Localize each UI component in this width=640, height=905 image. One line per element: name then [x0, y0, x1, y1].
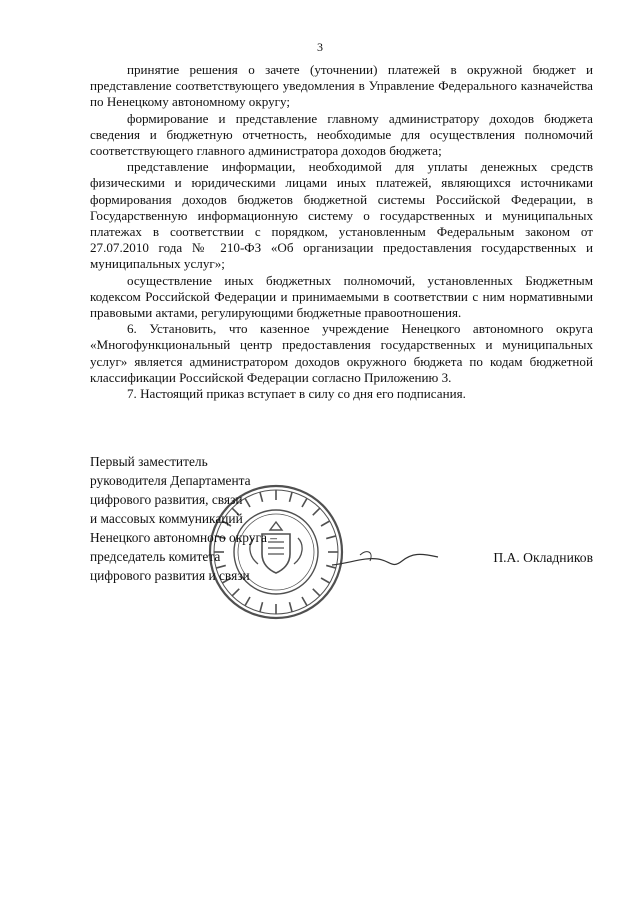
- paragraph: осуществление иных бюджетных полномочий, установленных Бюджетным кодексом Российской Федерации и принимаемыми в соответствии с ним нормативными правовыми актами, регулирующими бюджетные правоотношения.: [90, 272, 593, 321]
- paragraph: принятие решения о зачете (уточнении) платежей в окружной бюджет и представление соответствующего уведомления в Управление Федерального казначейства по Ненецкому автономному округу;: [90, 62, 593, 110]
- signer-position-line: Первый заместитель: [90, 454, 208, 469]
- signer-position-line: председатель комитета: [90, 549, 221, 564]
- handwritten-signature: [330, 535, 440, 575]
- signer-name: П.А. Окладников: [493, 550, 593, 565]
- paragraph: 7. Настоящий приказ вступает в силу со дня его подписания.: [127, 386, 466, 402]
- signer-position-line: и массовых коммуникаций: [90, 511, 243, 526]
- page-number: 3: [317, 40, 323, 54]
- paragraph: 6. Установить, что казенное учреждение Ненецкого автономного округа «Многофункциональный центр предоставления государственных и муниципальных услуг» является администратором доходов окружного бюджета по кодам бюджетной классификации Российской Федерации согласно Приложению 3.: [90, 321, 593, 385]
- paragraph: представление информации, необходимой для уплаты денежных средств физическими и юридическими лицами иных платежей, являющихся источниками формирования доходов бюджетов бюджетной системы Российской Федерации, в Государственную информационную систему о государственных и муниципальных платежах в соответствии с порядком, установленным Федеральным законом от 27.07.2010 года № 210-ФЗ «Об организации предоставления государственных и муниципальных услуг»;: [90, 159, 593, 272]
- signer-position-line: цифрового развития, связи: [90, 492, 243, 507]
- document-body: [90, 62, 593, 402]
- signer-position-line: руководителя Департамента: [90, 473, 251, 488]
- signer-position-line: цифрового развития и связи: [90, 568, 250, 583]
- paragraph: формирование и представление главному администратору доходов бюджета сведения и бюджетную отчетность, необходимые для осуществления полномочий соответствующего главного администратора доходов бюджета;: [90, 110, 593, 159]
- signer-position: [90, 452, 277, 585]
- signer-position-line: Ненецкого автономного округа –: [90, 530, 277, 545]
